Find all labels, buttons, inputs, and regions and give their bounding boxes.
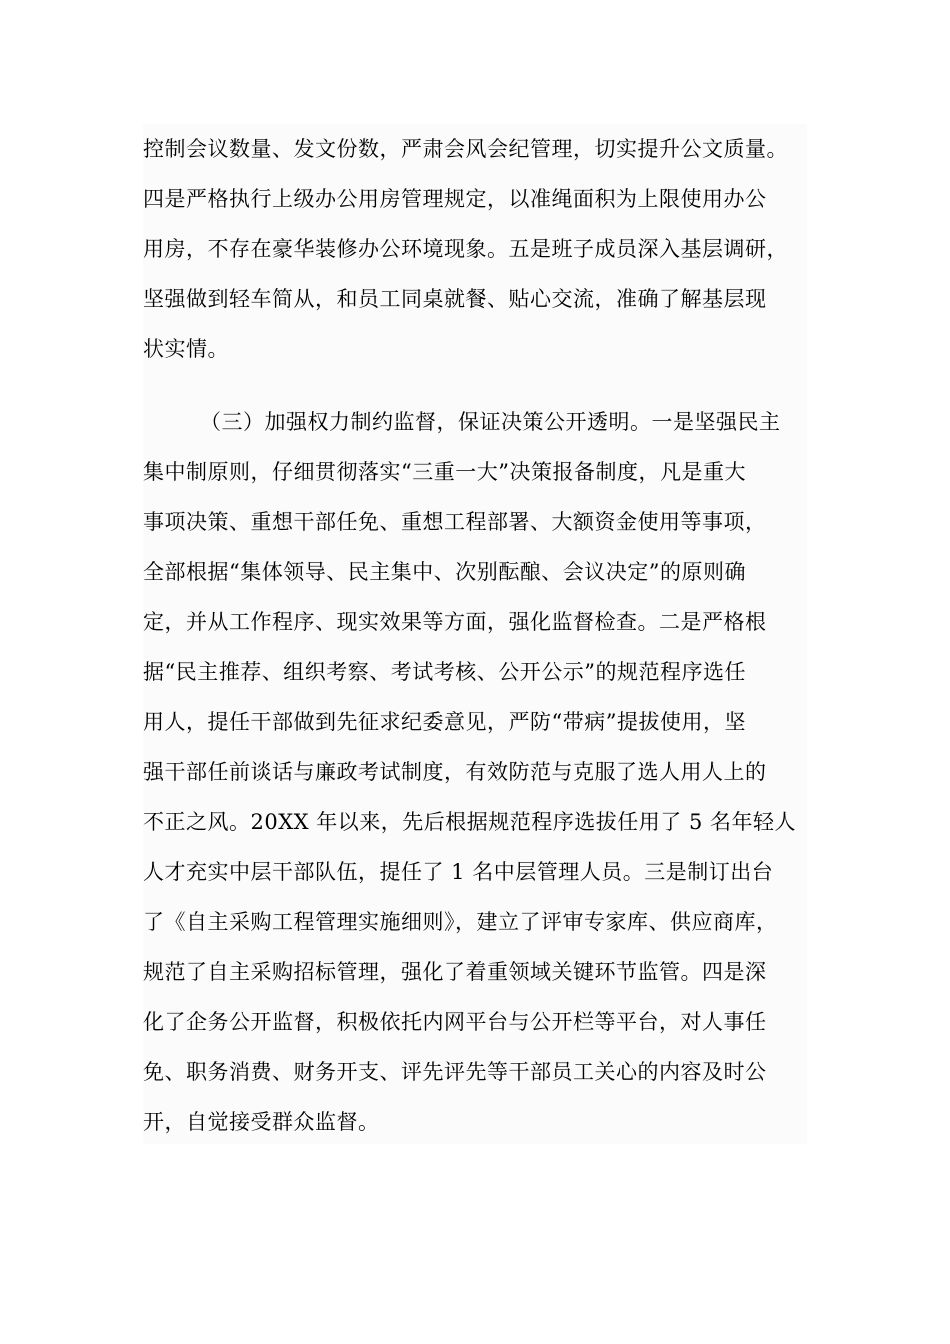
paragraph-1-line-5: 状实情。 bbox=[143, 337, 229, 361]
paragraph-2-line-6: 据“民主推荐、组织考察、考试考核、公开公示”的规范程序选任 bbox=[143, 660, 746, 684]
paragraph-2-line-4: 全部根据“集体领导、民主集中、次别酝酿、会议决定”的原则确 bbox=[143, 560, 746, 584]
paragraph-2-line-5: 定，并从工作程序、现实效果等方面，强化监督检查。二是严格根 bbox=[143, 610, 767, 634]
paragraph-2-line-1: （三）加强权力制约监督，保证决策公开透明。一是坚强民主 bbox=[200, 410, 781, 434]
paragraph-2-line-7: 用人，提任干部做到先征求纪委意见，严防“带病”提拔使用，坚 bbox=[143, 710, 746, 734]
paragraph-2-line-9: 不正之风。20XX 年以来，先后根据规范程序选拔任用了 5 名年轻人 bbox=[143, 810, 797, 834]
document-body bbox=[143, 124, 807, 1144]
paragraph-2-line-10: 人才充实中层干部队伍，提任了 1 名中层管理人员。三是制订出台 bbox=[143, 860, 774, 884]
paragraph-2-line-12: 规范了自主采购招标管理，强化了着重领域关键环节监管。四是深 bbox=[143, 960, 767, 984]
paragraph-2-line-14: 免、职务消费、财务开支、评先评先等干部员工关心的内容及时公 bbox=[143, 1060, 767, 1084]
paragraph-2-line-8: 强干部任前谈话与廉政考试制度，有效防范与克服了选人用人上的 bbox=[143, 760, 767, 784]
paragraph-1-line-4: 坚强做到轻车简从，和员工同桌就餐、贴心交流，准确了解基层现 bbox=[143, 287, 767, 311]
paragraph-1-line-3: 用房，不存在豪华装修办公环境现象。五是班子成员深入基层调研， bbox=[143, 237, 788, 261]
paragraph-2-line-11: 了《自主采购工程管理实施细则》，建立了评审专家库、供应商库， bbox=[143, 910, 778, 934]
paragraph-1-line-1: 控制会议数量、发文份数，严肃会风会纪管理，切实提升公文质量。 bbox=[143, 137, 788, 161]
paragraph-1-line-2: 四是严格执行上级办公用房管理规定，以准绳面积为上限使用办公 bbox=[143, 187, 767, 211]
paragraph-2-line-13: 化了企务公开监督，积极依托内网平台与公开栏等平台，对人事任 bbox=[143, 1010, 767, 1034]
paragraph-2-line-2: 集中制原则，仔细贯彻落实“三重一大”决策报备制度，凡是重大 bbox=[143, 460, 746, 484]
paragraph-2-line-15: 开，自觉接受群众监督。 bbox=[143, 1110, 380, 1134]
paragraph-2-line-3: 事项决策、重想干部任免、重想工程部署、大额资金使用等事项， bbox=[143, 510, 767, 534]
